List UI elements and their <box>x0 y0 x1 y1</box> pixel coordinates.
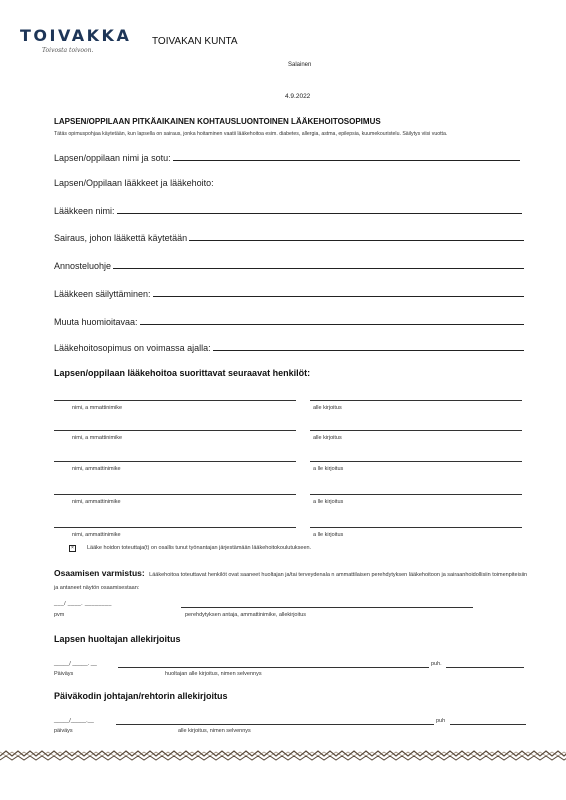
performer-name-caption: nimi, a mmattinimike <box>72 405 123 411</box>
performer-signature-caption: alle kirjoitus <box>313 405 342 411</box>
director-signature-line[interactable] <box>116 724 434 725</box>
director-phone-field[interactable] <box>450 724 526 725</box>
storage-label: Lääkkeen säilyttäminen: <box>54 289 151 299</box>
notes-field[interactable] <box>140 323 524 325</box>
performer-name-caption: nimi, ammattinimike <box>72 499 121 505</box>
verification-heading: Osaamisen varmistus: <box>54 568 145 578</box>
notes-label: Muuta huomioitavaa: <box>54 317 138 327</box>
meds-heading <box>54 178 214 188</box>
document-date: 4.9.2022 <box>285 93 311 100</box>
performer-name-line[interactable] <box>54 400 296 401</box>
verification-date-caption: pvm <box>54 612 65 618</box>
performer-name-caption: nimi, ammattinimike <box>72 532 121 538</box>
guardian-heading: Lapsen huoltajan allekirjoitus <box>54 634 181 644</box>
illness-label: Sairaus, johon lääkettä käytetään <box>54 233 188 243</box>
child-name-row <box>54 153 520 163</box>
validity-label: Lääkehoitosopimus on voimassa ajalla: <box>54 343 211 353</box>
guardian-signature-line[interactable] <box>118 667 429 668</box>
performer-signature-line[interactable] <box>310 430 522 431</box>
drug-name-field[interactable] <box>117 212 522 214</box>
director-date-caption: päiväys <box>54 728 73 734</box>
training-checkbox[interactable]: × <box>69 545 76 552</box>
performer-signature-caption: a lle kirjoitus <box>313 466 344 472</box>
performer-signature-line[interactable] <box>310 400 522 401</box>
performer-signature-line[interactable] <box>310 461 522 462</box>
municipality-logo: TOIVAKKA <box>20 26 132 45</box>
child-name-label: Lapsen/oppilaan nimi ja sotu: <box>54 153 171 163</box>
performer-signature-line[interactable] <box>310 494 522 495</box>
performer-name-line[interactable] <box>54 430 296 431</box>
form-title: LAPSEN/OPPILAAN PITKÄAIKAINEN KOHTAUSLUONTOINEN LÄÄKEHOITOSOPIMUS <box>54 117 381 126</box>
drug-name-row <box>54 206 522 216</box>
validity-row <box>54 343 524 353</box>
guardian-date-field[interactable]: _____/ _____. __ <box>54 661 97 667</box>
dosage-row <box>54 261 524 271</box>
director-phone-label: puh <box>436 718 446 724</box>
child-name-field[interactable] <box>173 159 520 161</box>
form-intro: Tätäs opimuspohjaa käytetään, kun lapsella on sairaus, jonka hoitaminen vaatii lääkehoitoa esim. diabetes, allergia, astma, epilepsia, kuumekouristelu. Säilytys viisi vuotta. <box>54 131 448 137</box>
validity-field[interactable] <box>213 349 524 351</box>
illness-field[interactable] <box>189 239 524 241</box>
storage-row <box>54 289 524 299</box>
dosage-label: Annosteluohje <box>54 261 112 271</box>
director-heading: Päiväkodin johtajan/rehtorin allekirjoitus <box>54 691 228 701</box>
confidential-label: Salainen <box>288 62 312 68</box>
performer-name-caption: nimi, a mmattinimike <box>72 435 123 441</box>
performers-heading: Lapsen/oppilaan lääkehoitoa suorittavat seuraavat henkilöt: <box>54 368 311 378</box>
verification-date-field[interactable]: ___/ ____. ________ <box>54 601 112 607</box>
performer-signature-caption: a lle kirjoitus <box>313 499 344 505</box>
dosage-field[interactable] <box>113 267 524 269</box>
decorative-border-pattern <box>0 749 566 763</box>
verification-signature-caption: perehdytyksen antaja, ammattinimike, allekirjoitus <box>185 612 307 618</box>
verification-text: Lääkehoitoa toteuttavat henkilöt ovat saaneet huoltajan ja/tai terveydenala n ammattilaisen perehdytyksen lääkehoitoon ja sairaanhoidollisiin toimenpiteisiin ja antaneet näytön osaamisestaan: <box>54 572 528 591</box>
performer-signature-caption: alle kirjoitus <box>313 435 342 441</box>
guardian-date-caption: Päiväys <box>54 671 74 677</box>
director-date-field[interactable]: _____/_____.__ <box>54 718 94 724</box>
guardian-signature-caption: huoltajan alle kirjoitus, nimen selvennys <box>165 671 262 677</box>
meds-heading-label: Lapsen/Oppilaan lääkkeet ja lääkehoito: <box>54 178 214 188</box>
verification-signature-line[interactable] <box>181 607 473 608</box>
guardian-phone-label: puh. <box>431 661 442 667</box>
notes-row <box>54 317 524 327</box>
organization-name: TOIVAKAN KUNTA <box>152 36 238 47</box>
guardian-phone-field[interactable] <box>446 667 524 668</box>
border-zigzag-stroke <box>0 756 566 760</box>
performer-signature-line[interactable] <box>310 527 522 528</box>
drug-name-label: Lääkkeen nimi: <box>54 206 115 216</box>
performer-name-caption: nimi, ammattinimike <box>72 466 121 472</box>
performer-name-line[interactable] <box>54 494 296 495</box>
performer-signature-caption: a lle kirjoitus <box>313 532 344 538</box>
director-signature-caption: alle kirjoitus, nimen selvennys <box>178 728 251 734</box>
training-checkbox-label: Lääke hoidon toteuttaja(t) on osallis tunut työnantajan järjestämään lääkehoitokoulutukseen. <box>87 545 312 551</box>
performer-name-line[interactable] <box>54 461 296 462</box>
storage-field[interactable] <box>153 295 524 297</box>
performer-name-line[interactable] <box>54 527 296 528</box>
verification-block <box>54 567 530 593</box>
illness-row <box>54 233 524 243</box>
logo-slogan: Toivosta toivoon. <box>42 47 94 54</box>
